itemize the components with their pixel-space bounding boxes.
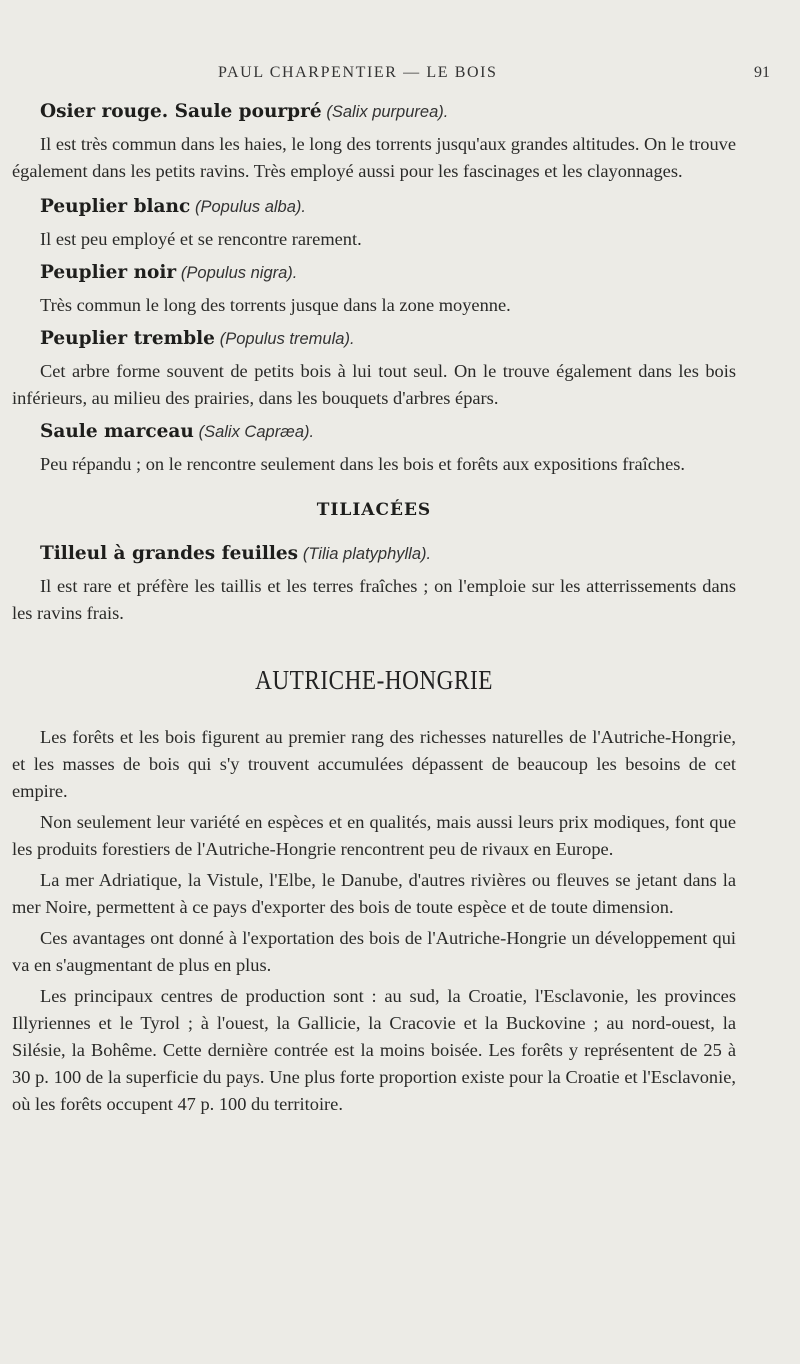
species-title <box>12 418 736 446</box>
species-common-name: Osier rouge. Saule pourpré <box>40 101 322 122</box>
species-title <box>12 540 736 568</box>
species-title <box>12 193 736 221</box>
species-entry <box>12 540 736 627</box>
page-header <box>0 64 800 88</box>
species-latin-name: (Tilia platyphylla). <box>302 545 432 563</box>
species-title <box>12 259 736 287</box>
species-latin-name: (Populus tremula). <box>219 330 355 348</box>
species-common-name: Peuplier blanc <box>40 196 191 217</box>
species-entry <box>12 418 736 478</box>
species-description: Peu répandu ; on le rencontre seulement dans les bois et forêts aux expositions fraîches. <box>40 454 686 474</box>
paragraph: Les principaux centres de production sont : au sud, la Croatie, l'Esclavonie, les provinces Illyriennes et le Tyrol ; à l'ouest, la Gallicie, la Cracovie et la Buckovine ; au nord-ouest, la Silésie, la Bohême. Cette dernière contrée est la moins boisée. Les forêts y représentent de 25 à 30 p. 100 de la superficie du pays. Une plus forte proportion existe pour la Croatie et l'Esclavonie, où les forêts occupent 47 p. 100 du territoire. <box>12 986 736 1114</box>
species-common-name: Saule marceau <box>40 421 194 442</box>
species-latin-name: (Salix purpurea). <box>326 103 449 121</box>
species-entry <box>12 193 736 253</box>
species-entry <box>12 98 736 185</box>
species-entry <box>12 325 736 412</box>
species-description: Il est rare et préfère les taillis et les terres fraîches ; on l'emploie sur les atterrissements dans les ravins frais. <box>12 576 736 623</box>
paragraph: Non seulement leur variété en espèces et en qualités, mais aussi leurs prix modiques, font que les produits forestiers de l'Autriche-Hongrie rencontrent peu de rivaux en Europe. <box>12 812 736 859</box>
species-latin-name: (Populus nigra). <box>180 264 298 282</box>
species-title <box>12 98 736 126</box>
family-heading: TILIACÉES <box>316 500 432 520</box>
paragraph: La mer Adriatique, la Vistule, l'Elbe, le Danube, d'autres rivières ou fleuves se jetant dans la mer Noire, permettent à ce pays d'exporter des bois de toute espèce et de toute dimension. <box>12 870 736 917</box>
section-title: AUTRICHE-HONGRIE <box>255 665 493 695</box>
species-description: Il est très commun dans les haies, le long des torrents jusqu'aux grandes altitudes. On le trouve également dans les petits ravins. Très employé aussi pour les fascinages et les clayonnages. <box>12 134 736 181</box>
species-entry <box>12 259 736 319</box>
species-description: Très commun le long des torrents jusque dans la zone moyenne. <box>40 295 511 315</box>
species-description: Il est peu employé et se rencontre rarement. <box>40 229 362 249</box>
species-latin-name: (Populus alba). <box>195 198 306 216</box>
species-common-name: Peuplier tremble <box>40 328 215 349</box>
species-latin-name: (Salix Capræa). <box>198 423 315 441</box>
section-body <box>12 724 736 1118</box>
paragraph: Ces avantages ont donné à l'exportation des bois de l'Autriche-Hongrie un développement qui va en s'augmentant de plus en plus. <box>12 928 736 975</box>
species-common-name: Tilleul à grandes feuilles <box>40 543 299 564</box>
running-title: PAUL CHARPENTIER — LE BOIS <box>218 64 498 81</box>
species-common-name: Peuplier noir <box>40 262 177 283</box>
species-title <box>12 325 736 353</box>
species-description: Cet arbre forme souvent de petits bois à lui tout seul. On le trouve également dans les bois inférieurs, au milieu des prairies, dans les bouquets d'arbres épars. <box>12 361 736 408</box>
paragraph: Les forêts et les bois figurent au premier rang des richesses naturelles de l'Autriche-Hongrie, et les masses de bois qui s'y trouvent accumulées dépassent de beaucoup les besoins de cet empire. <box>12 727 736 801</box>
page-content <box>12 98 736 1122</box>
page-number: 91 <box>754 64 770 81</box>
